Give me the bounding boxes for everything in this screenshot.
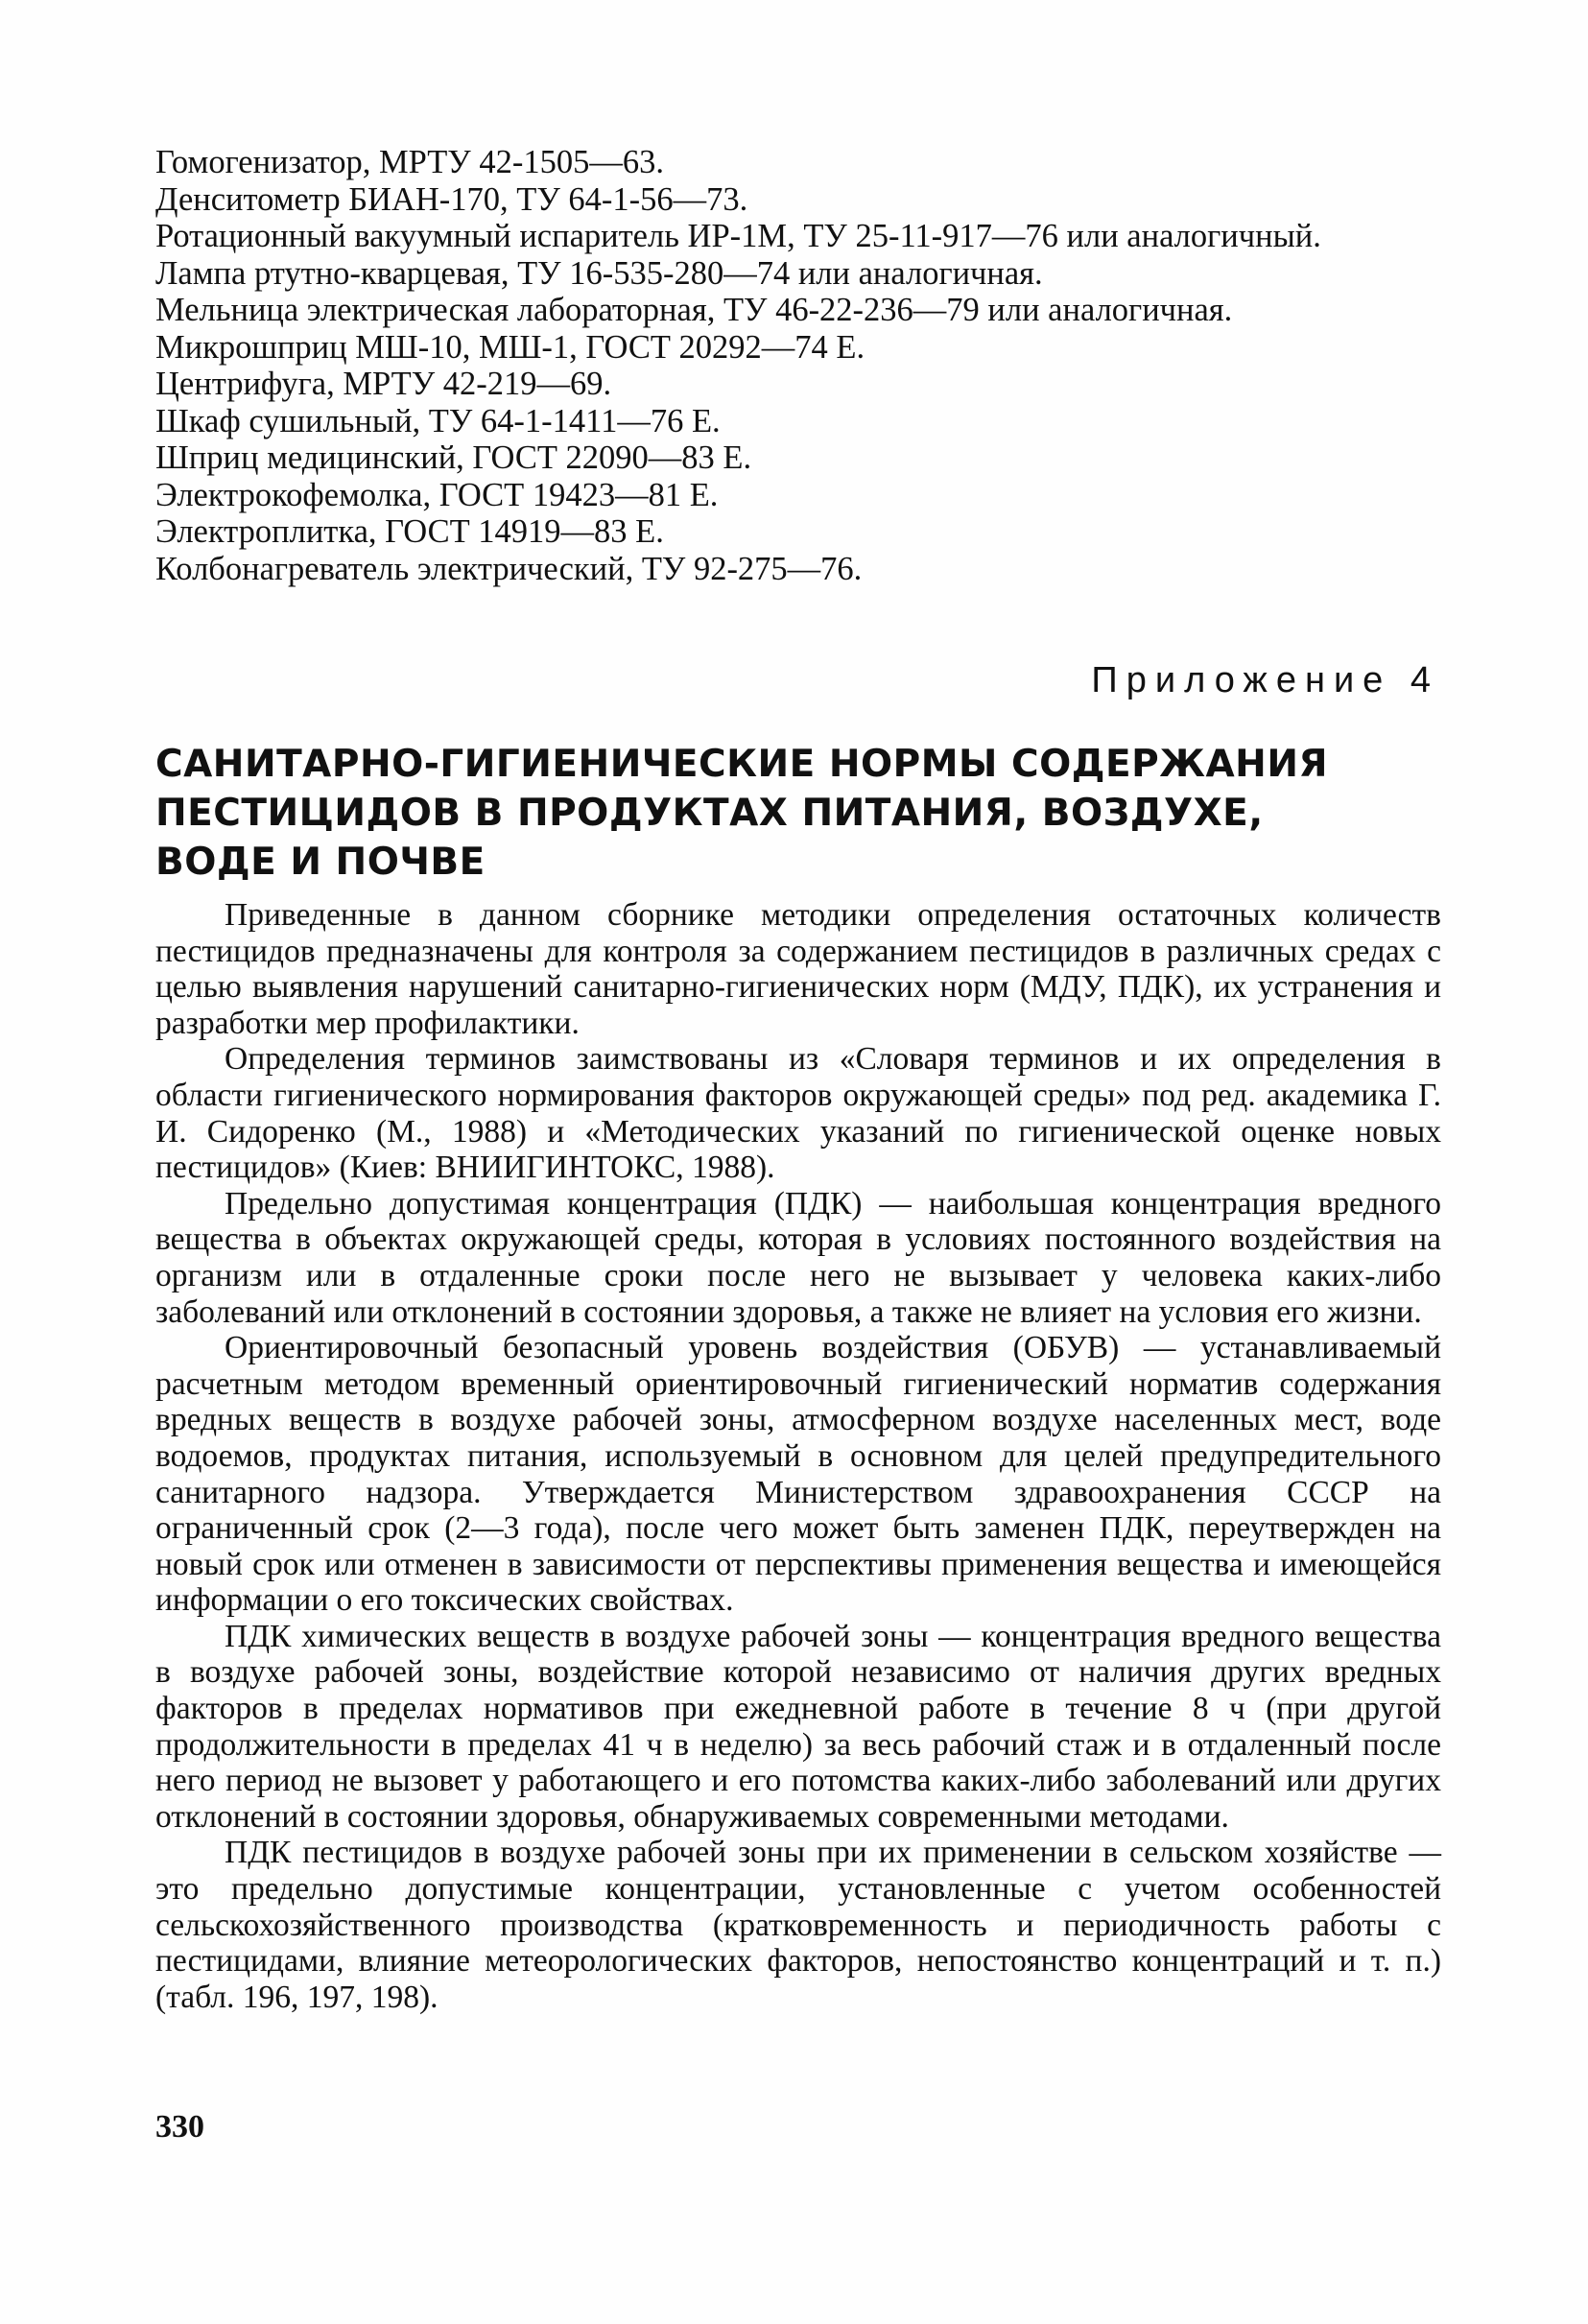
body-text: [155, 897, 1441, 2015]
section-title-line: ПЕСТИЦИДОВ В ПРОДУКТАХ ПИТАНИЯ, ВОЗДУХЕ,: [155, 792, 1264, 836]
paragraph-pdk-pesticides: ПДК пестицидов в воздухе рабочей зоны при их применении в сельском хозяйстве — это предельно допустимые концентрации, установленные с учетом особенностей сельскохозяйственного производства (кратковременность и периодичность работы с пестицидами, влияние метеорологических факторов, непостоянство концентраций и т. п.) (табл. 196, 197, 198).: [155, 1835, 1441, 2015]
equipment-list: [155, 144, 1441, 587]
equipment-item: Шприц медицинский, ГОСТ 22090—83 Е.: [155, 439, 752, 476]
paragraph-pdk-workzone: ПДК химических веществ в воздухе рабочей зоны — концентрация вредного вещества в воздухе рабочей зоны, воздействие которой независимо от наличия других вредных факторов в пределах нормативов при ежедневной работе в течение 8 ч (при другой продолжительности в пределах 41 ч в неделю) за весь рабочий стаж и в отдаленный после него период не вызовет у работающего и его потомства каких-либо заболеваний или других отклонений в состоянии здоровья, обнаруживаемых современными методами.: [155, 1618, 1441, 1835]
equipment-item: Электрокофемолка, ГОСТ 19423—81 Е.: [155, 476, 719, 513]
paragraph-terms-source: Определения терминов заимствованы из «Словаря терминов и их определения в области гигиенического нормирования факторов окружающей среды» под ред. академика Г. И. Сидоренко (М., 1988) и «Методических указаний по гигиенической оценке новых пестицидов» (Киев: ВНИИГИНТОКС, 1988).: [155, 1041, 1441, 1186]
section-title: [155, 740, 1441, 887]
equipment-item: Мельница электрическая лабораторная, ТУ 46-22-236—79 или аналогичная.: [155, 292, 1233, 328]
section-title-line: САНИТАРНО-ГИГИЕНИЧЕСКИЕ НОРМЫ СОДЕРЖАНИЯ: [155, 743, 1328, 787]
paragraph-intro: Приведенные в данном сборнике методики определения остаточных количеств пестицидов предназначены для контроля за содержанием пестицидов в различных средах с целью выявления нарушений санитарно-гигиенических норм (МДУ, ПДК), их устранения и разработки мер профилактики.: [155, 897, 1441, 1041]
equipment-item: Шкаф сушильный, ТУ 64-1-1411—76 Е.: [155, 402, 721, 439]
equipment-item: Лампа ртутно-кварцевая, ТУ 16-535-280—74 или аналогичная.: [155, 254, 1043, 292]
section-title-line: ВОДЕ И ПОЧВЕ: [155, 841, 486, 885]
page-number: 330: [155, 2109, 204, 2145]
appendix-label: Приложение 4: [1091, 660, 1439, 700]
equipment-item: Ротационный вакуумный испаритель ИР-1М, ТУ 25-11-917—76 или аналогичный.: [155, 218, 1321, 254]
equipment-item: Электроплитка, ГОСТ 14919—83 Е.: [155, 513, 664, 550]
equipment-item: Гомогенизатор, МРТУ 42-1505—63.: [155, 144, 664, 180]
paragraph-obuv-definition: Ориентировочный безопасный уровень воздействия (ОБУВ) — устанавливаемый расчетным методом временный ориентировочный гигиенический норматив содержания вредных веществ в воздухе рабочей зоны, атмосферном воздухе населенных мест, воде водоемов, продуктах питания, используемый в основном для целей предупредительного санитарного надзора. Утверждается Министерством здравоохранения СССР на ограниченный срок (2—3 года), после чего может быть заменен ПДК, переутвержден на новый срок или отменен в зависимости от перспективы применения вещества и имеющейся информации о его токсических свойствах.: [155, 1330, 1441, 1619]
equipment-item: Колбонагреватель электрический, ТУ 92-275—76.: [155, 550, 863, 587]
equipment-item: Микрошприц МШ-10, МШ-1, ГОСТ 20292—74 Е.: [155, 328, 865, 366]
equipment-item: Центрифуга, МРТУ 42-219—69.: [155, 366, 612, 402]
equipment-item: Денситометр БИАН-170, ТУ 64-1-56—73.: [155, 180, 748, 218]
paragraph-pdk-definition: Предельно допустимая концентрация (ПДК) — наибольшая концентрация вредного вещества в объектах окружающей среды, которая в условиях постоянного воздействия на организм или в отдаленные сроки после него не вызывает у человека каких-либо заболеваний или отклонений в состоянии здоровья, а также не влияет на условия его жизни.: [155, 1185, 1441, 1330]
